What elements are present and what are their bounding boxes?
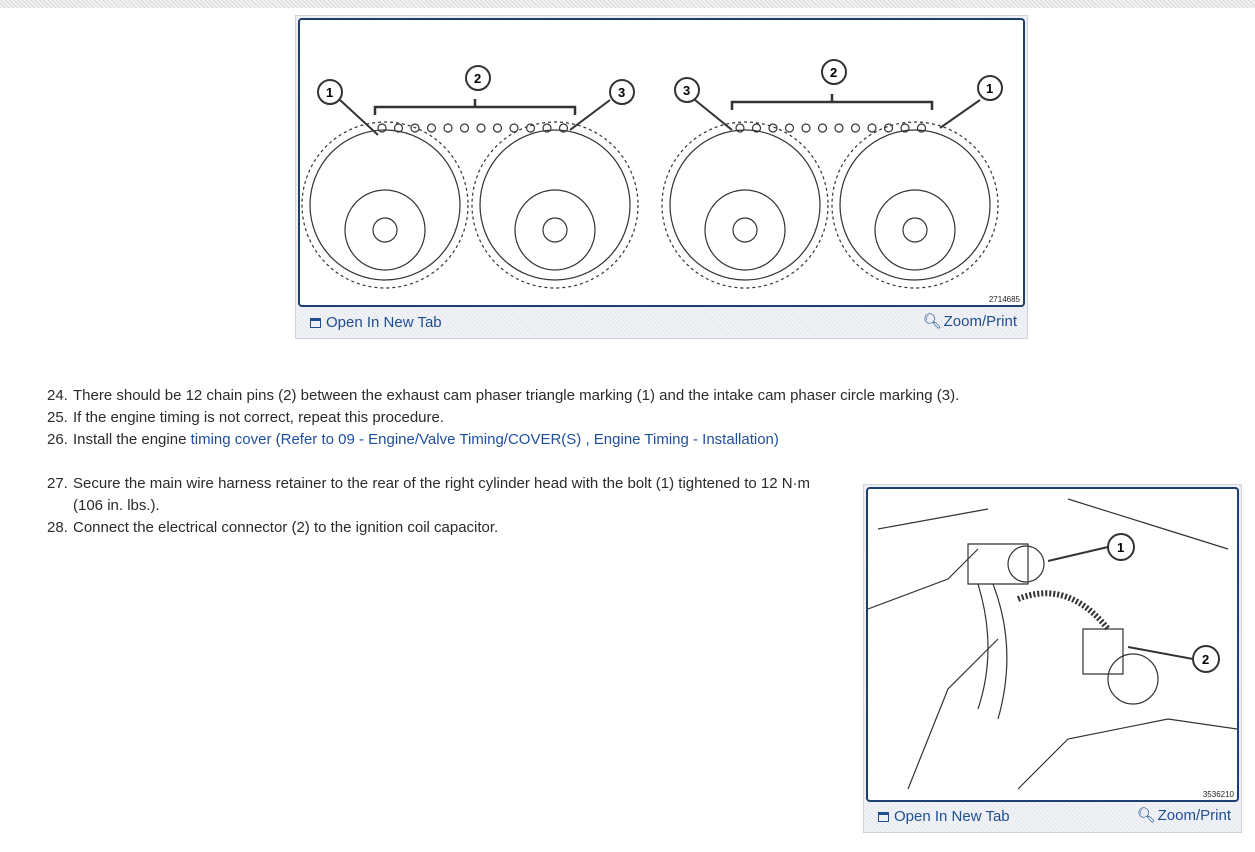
open-in-new-tab-link[interactable] xyxy=(878,808,1010,825)
chain-pin xyxy=(868,124,876,132)
step-number: 25. xyxy=(47,409,68,426)
figure-harness xyxy=(863,484,1242,833)
open-tab-icon xyxy=(878,812,889,822)
chain-pin xyxy=(461,124,469,132)
chain-pin xyxy=(378,124,386,132)
harness-illustration[interactable] xyxy=(866,487,1239,802)
callout-label: 2 xyxy=(474,71,482,86)
step-number: 28. xyxy=(47,519,68,536)
zoom-print-label: Zoom/Print xyxy=(1157,806,1231,824)
figure-cam-timing xyxy=(295,15,1028,339)
step-text: Connect the electrical connector (2) to the ignition coil capacitor. xyxy=(73,519,499,536)
right-cams xyxy=(662,122,998,288)
step-28 xyxy=(47,517,837,539)
chain-pin xyxy=(477,124,485,132)
callout-label: 2 xyxy=(830,65,838,80)
harness-drawing xyxy=(868,489,1237,800)
step-27 xyxy=(47,473,837,517)
figure-id: 2714685 xyxy=(988,295,1020,304)
callout-2: 2 xyxy=(1202,652,1210,667)
top-strip xyxy=(0,0,1255,8)
open-in-new-tab-link[interactable] xyxy=(310,314,442,331)
chain-pin xyxy=(736,124,744,132)
figure-toolbar xyxy=(296,308,1027,338)
zoom-icon: 🔍︎ xyxy=(1136,807,1156,824)
step-number: 26. xyxy=(47,431,68,448)
procedure-steps-2 xyxy=(47,473,837,539)
step-text: Install the engine xyxy=(73,431,191,448)
chain-pin xyxy=(852,124,860,132)
open-tab-label: Open In New Tab xyxy=(326,314,442,331)
left-cams xyxy=(302,122,638,288)
figure-toolbar xyxy=(864,802,1241,832)
chain-pin xyxy=(885,124,893,132)
step-text: Secure the main wire harness retainer to the rear of the right cylinder head with the bolt (1) tightened to 12 N·m (106 in. lbs.). xyxy=(73,475,811,514)
zoom-print-link[interactable] xyxy=(1137,806,1231,824)
chain-pin xyxy=(428,124,436,132)
open-tab-label: Open In New Tab xyxy=(894,808,1010,825)
zoom-print-label: Zoom/Print xyxy=(943,312,1017,330)
step-text: If the engine timing is not correct, repeat this procedure. xyxy=(73,409,445,426)
callout-label: 1 xyxy=(986,81,994,96)
timing-cover-link[interactable]: timing cover (Refer to 09 - Engine/Valve Timing/COVER(S) , Engine Timing - Installation) xyxy=(190,431,779,448)
step-24 xyxy=(47,385,960,407)
cam-timing-illustration[interactable] xyxy=(298,18,1025,307)
chain-pin xyxy=(527,124,535,132)
callout-label: 1 xyxy=(326,85,334,100)
step-number: 24. xyxy=(47,387,68,404)
chain-pin xyxy=(510,124,518,132)
chain-pin xyxy=(819,124,827,132)
chain-pin xyxy=(786,124,794,132)
step-25 xyxy=(47,407,837,429)
zoom-icon: 🔍︎ xyxy=(922,313,942,330)
callout-label: 3 xyxy=(683,83,691,98)
callout-label: 3 xyxy=(618,85,626,100)
figure-id: 3536210 xyxy=(1202,790,1234,799)
step-text: There should be 12 chain pins (2) between the exhaust cam phaser triangle marking (1) and the intake cam phaser circle marking (3). xyxy=(73,387,960,404)
step-number: 27. xyxy=(47,475,68,492)
callout-1: 1 xyxy=(1117,540,1125,555)
step-26 xyxy=(47,429,837,451)
procedure-steps-1 xyxy=(47,385,960,451)
chain-pin xyxy=(444,124,452,132)
zoom-print-link[interactable] xyxy=(923,312,1017,330)
chain-pin xyxy=(802,124,810,132)
cam-timing-drawing xyxy=(300,20,1023,305)
chain-pin xyxy=(494,124,502,132)
open-tab-icon xyxy=(310,318,321,328)
chain-pin xyxy=(835,124,843,132)
